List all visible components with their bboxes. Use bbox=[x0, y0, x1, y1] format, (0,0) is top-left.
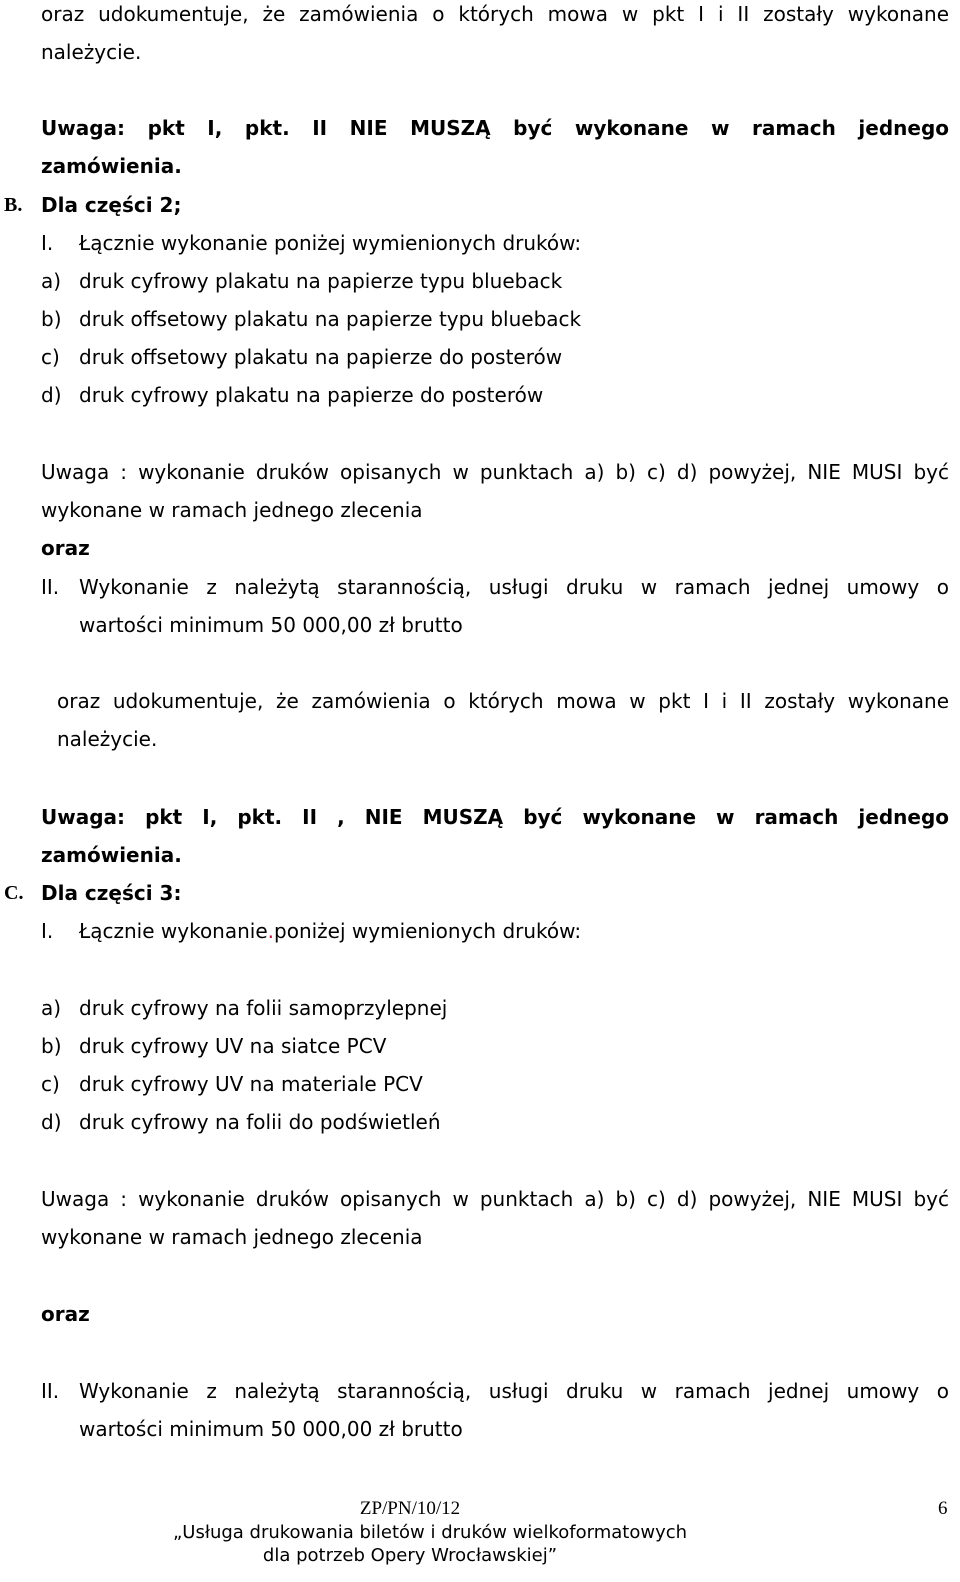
list-label: a) bbox=[41, 996, 62, 1020]
note-line: Uwaga: pkt I, pkt. II , NIE MUSZĄ być wykonane w ramach jednego bbox=[41, 805, 949, 829]
item-number: I. bbox=[41, 919, 54, 943]
footer-title: dla potrzeb Opery Wrocławskiej” bbox=[262, 1545, 558, 1566]
item-text: wartości minimum 50 000,00 zł brutto bbox=[79, 1417, 463, 1441]
item-number: I. bbox=[41, 231, 54, 255]
list-label: b) bbox=[41, 1034, 62, 1058]
item-text-part: poniżej wymienionych druków: bbox=[274, 919, 582, 943]
note-line: zamówienia. bbox=[41, 843, 182, 867]
list-item: druk cyfrowy plakatu na papierze do posterów bbox=[79, 383, 544, 407]
section-b-marker: B. bbox=[4, 194, 23, 216]
list-label: c) bbox=[41, 345, 60, 369]
list-label: a) bbox=[41, 269, 62, 293]
doc-confirmation-line: należycie. bbox=[41, 40, 142, 64]
list-item: druk cyfrowy na folii do podświetleń bbox=[79, 1110, 441, 1134]
item-text: Wykonanie z należytą starannością, usługi druku w ramach jednej umowy o bbox=[79, 1379, 949, 1403]
list-item: druk cyfrowy UV na siatce PCV bbox=[79, 1034, 387, 1058]
section-c-heading: Dla części 3: bbox=[41, 881, 182, 905]
footer-title: „Usługa drukowania biletów i druków wielkoformatowych bbox=[172, 1522, 688, 1543]
list-label: d) bbox=[41, 1110, 62, 1134]
item-number: II. bbox=[41, 575, 60, 599]
list-label: c) bbox=[41, 1072, 60, 1096]
doc-confirmation-line: oraz udokumentuje, że zamówienia o których mowa w pkt I i II zostały wykonane bbox=[57, 689, 949, 713]
list-item: druk offsetowy plakatu na papierze do posterów bbox=[79, 345, 563, 369]
list-item: druk cyfrowy na folii samoprzylepnej bbox=[79, 996, 448, 1020]
page-number: 6 bbox=[938, 1498, 948, 1519]
list-label: d) bbox=[41, 383, 62, 407]
item-number: II. bbox=[41, 1379, 60, 1403]
document-code: ZP/PN/10/12 bbox=[359, 1498, 461, 1519]
stray-dot: . bbox=[267, 919, 275, 943]
section-c-marker: C. bbox=[4, 882, 24, 904]
list-label: b) bbox=[41, 307, 62, 331]
list-item: druk cyfrowy plakatu na papierze typu blueback bbox=[79, 269, 563, 293]
item-text: Łącznie wykonanie poniżej wymienionych druków: bbox=[79, 231, 582, 255]
item-text bbox=[79, 919, 581, 943]
note-line: Uwaga: pkt I, pkt. II NIE MUSZĄ być wykonane w ramach jednego bbox=[41, 116, 949, 140]
note-line: zamówienia. bbox=[41, 154, 182, 178]
item-text: Wykonanie z należytą starannością, usługi druku w ramach jednej umowy o bbox=[79, 575, 949, 599]
remark-line: Uwaga : wykonanie druków opisanych w punktach a) b) c) d) powyżej, NIE MUSI być bbox=[41, 460, 949, 484]
oraz-label: oraz bbox=[41, 536, 90, 560]
doc-confirmation-line: należycie. bbox=[57, 727, 158, 751]
list-item: druk cyfrowy UV na materiale PCV bbox=[79, 1072, 423, 1096]
list-item: druk offsetowy plakatu na papierze typu blueback bbox=[79, 307, 582, 331]
item-text: wartości minimum 50 000,00 zł brutto bbox=[79, 613, 463, 637]
remark-line: wykonane w ramach jednego zlecenia bbox=[41, 498, 423, 522]
oraz-label: oraz bbox=[41, 1302, 90, 1326]
remark-line: Uwaga : wykonanie druków opisanych w punktach a) b) c) d) powyżej, NIE MUSI być bbox=[41, 1187, 949, 1211]
doc-confirmation-line: oraz udokumentuje, że zamówienia o których mowa w pkt I i II zostały wykonane bbox=[41, 2, 949, 26]
section-b-heading: Dla części 2; bbox=[41, 193, 182, 217]
item-text-part: Łącznie wykonanie bbox=[79, 919, 268, 943]
remark-line: wykonane w ramach jednego zlecenia bbox=[41, 1225, 423, 1249]
